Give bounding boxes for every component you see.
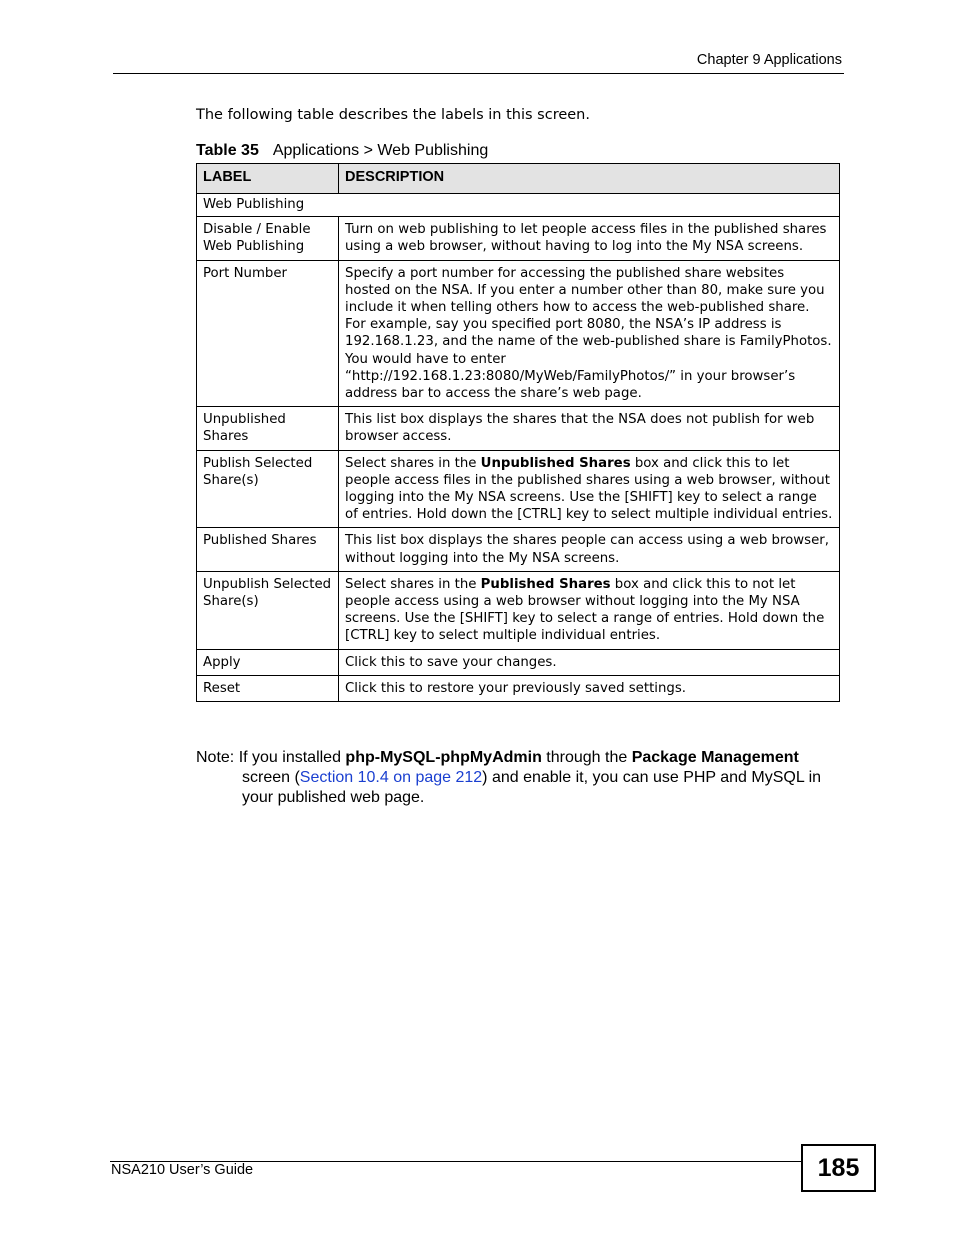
- header-rule: [113, 73, 844, 74]
- row-label: Unpublish Selected Share(s): [197, 571, 339, 649]
- section-link[interactable]: Section 10.4 on page 212: [299, 769, 483, 786]
- table-row: [197, 260, 840, 407]
- row-label: Reset: [197, 675, 339, 701]
- chapter-header: Chapter 9 Applications: [696, 52, 842, 68]
- table-row: [197, 528, 840, 571]
- description-text: Select shares in the: [345, 455, 481, 471]
- intro-text: The following table describes the labels in this screen.: [196, 107, 590, 123]
- row-label: Published Shares: [197, 528, 339, 571]
- label-column-header: LABEL: [197, 164, 339, 194]
- section-label: Web Publishing: [197, 194, 840, 217]
- note-text: ) and enable it, you can use PHP and MySQL in your published web page.: [242, 769, 822, 806]
- row-description: Turn on web publishing to let people access files in the published shares using a web browser, without having to log into the My NSA screens.: [339, 217, 840, 260]
- description-text: box and click this to not let people access using a web browser without logging into the My NSA screens. Use the [SHIFT] key to select a range of entries. Hold down the [CTRL] key to select multiple individual entries.: [345, 576, 825, 644]
- row-description: This list box displays the shares that the NSA does not publish for web browser access.: [339, 407, 840, 450]
- note-text: Note: If you installed: [196, 749, 346, 766]
- description-column-header: DESCRIPTION: [339, 164, 840, 194]
- row-label: Publish Selected Share(s): [197, 450, 339, 528]
- note-text: screen (: [242, 769, 300, 786]
- description-text: Select shares in the: [345, 576, 481, 592]
- note-bold-package: php-MySQL-phpMyAdmin: [345, 749, 542, 766]
- table-row: [197, 675, 840, 701]
- footer-guide-title: NSA210 User’s Guide: [111, 1162, 254, 1178]
- row-description: Specify a port number for accessing the published share websites hosted on the NSA. If you enter a number other than 80, make sure you include it when telling others how to access the web-published share. For example, say you specified port 8080, the NSA’s IP address is 192.168.1.23, and the name of the web-published share is FamilyPhotos. You would have to enter “http://192.168.1.23:8080/MyWeb/FamilyPhotos/” in your browser’s address bar to access the share’s web page.: [339, 260, 840, 407]
- row-label: Unpublished Shares: [197, 407, 339, 450]
- description-bold-term: Published Shares: [480, 576, 611, 592]
- row-label: Disable / Enable Web Publishing: [197, 217, 339, 260]
- row-description: [339, 450, 840, 528]
- table-row: [197, 649, 840, 675]
- row-label: Port Number: [197, 260, 339, 407]
- table-row: [197, 217, 840, 260]
- row-description: [339, 571, 840, 649]
- page-number: 185: [801, 1144, 876, 1192]
- table-header-row: [197, 164, 840, 194]
- table-row: [197, 407, 840, 450]
- labels-table: [196, 163, 840, 702]
- row-description: Click this to restore your previously saved settings.: [339, 675, 840, 701]
- description-bold-term: Unpublished Shares: [480, 455, 631, 471]
- table-title: Applications > Web Publishing: [272, 142, 489, 159]
- section-row: [197, 194, 840, 217]
- table-caption: [196, 142, 488, 160]
- note-paragraph: [196, 748, 842, 808]
- row-label: Apply: [197, 649, 339, 675]
- note-text: through the: [541, 749, 632, 766]
- table-number: Table 35: [196, 142, 259, 159]
- table-row: [197, 571, 840, 649]
- row-description: This list box displays the shares people can access using a web browser, without logging into the My NSA screens.: [339, 528, 840, 571]
- row-description: Click this to save your changes.: [339, 649, 840, 675]
- description-text: box and click this to let people access files in the published shares using a web browser, without logging into the My NSA screens. Use the [SHIFT] key to select a range of entries. Hold down the [CTRL] key to select multiple individual entries.: [345, 455, 833, 523]
- note-bold-screen: Package Management: [631, 749, 799, 766]
- table-row: [197, 450, 840, 528]
